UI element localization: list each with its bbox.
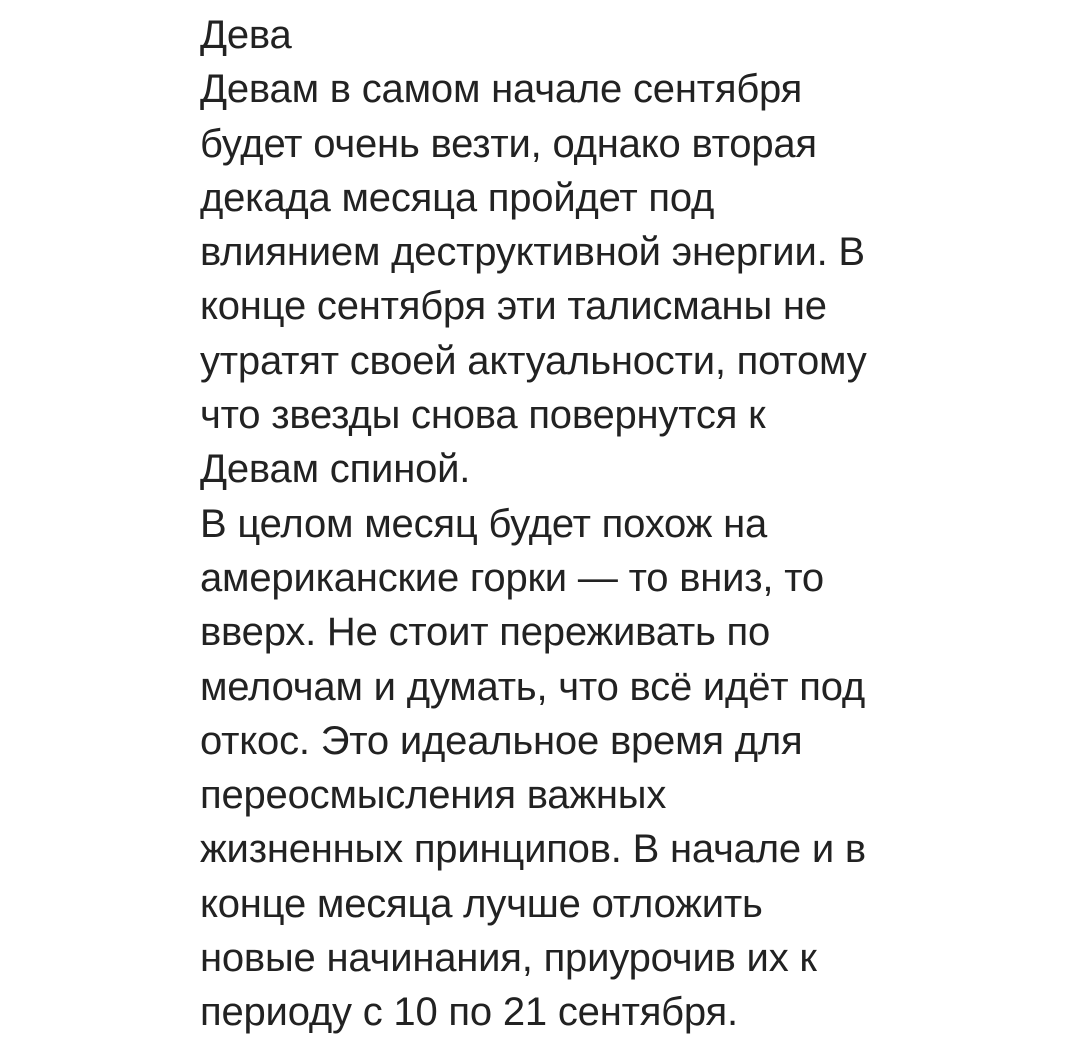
paragraph-line: В целом месяц будет похож на bbox=[200, 501, 768, 546]
paragraph-line: влиянием деструктивной энергии. В bbox=[200, 230, 865, 275]
paragraph-line: откос. Это идеальное время для bbox=[200, 718, 803, 763]
paragraph-line: американские горки — то вниз, то bbox=[200, 555, 824, 600]
paragraph-line: вверх. Не стоит переживать по bbox=[200, 610, 771, 655]
paragraph-line: мелочам и думать, что всё идёт под bbox=[200, 664, 866, 709]
paragraph-line: конце сентября эти талисманы не bbox=[200, 284, 827, 329]
paragraph-line: периоду с 10 по 21 сентября. bbox=[200, 990, 738, 1035]
paragraph-line: Девам спиной. bbox=[200, 447, 471, 492]
paragraph-line: что звезды снова повернутся к bbox=[200, 393, 766, 438]
paragraph-line: Девам в самом начале сентября bbox=[200, 67, 803, 112]
paragraph-line: будет очень везти, однако вторая bbox=[200, 121, 817, 166]
horoscope-article bbox=[200, 8, 960, 1040]
paragraph-advice bbox=[200, 497, 960, 1040]
paragraph-line: конце месяца лучше отложить bbox=[200, 881, 763, 926]
paragraph-line: утратят своей актуальности, потому bbox=[200, 338, 867, 383]
paragraph-line: декада месяца пройдет под bbox=[200, 175, 715, 220]
paragraph-intro bbox=[200, 62, 960, 496]
paragraph-line: жизненных принципов. В начале и в bbox=[200, 827, 866, 872]
paragraph-line: новые начинания, приурочив их к bbox=[200, 936, 817, 981]
article-title: Дева bbox=[200, 13, 292, 57]
paragraph-line: переосмысления важных bbox=[200, 773, 667, 818]
